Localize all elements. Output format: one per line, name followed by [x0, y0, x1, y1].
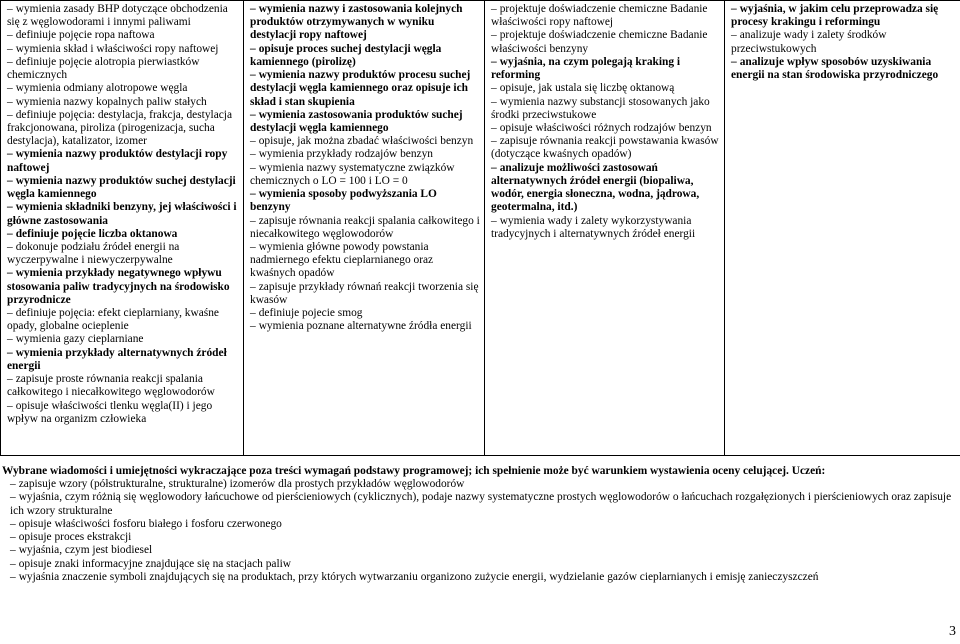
list-item-text: wymienia odmiany alotropowe węgla: [15, 82, 188, 95]
dash-bullet: –: [491, 214, 497, 227]
advanced-list-item: [2, 571, 957, 584]
dash-bullet: –: [7, 333, 13, 346]
dash-bullet: –: [10, 544, 16, 557]
dash-bullet: –: [250, 214, 256, 227]
dash-bullet: –: [7, 95, 13, 108]
list-item-text: analizuje możliwości zastosowań alternatywnych źródeł energii (biopaliwa, wodór, energia słoneczna, wodna, jądrowa, geotermalna, itd.): [491, 161, 700, 214]
dash-bullet: –: [491, 82, 497, 95]
dash-bullet: –: [10, 491, 16, 504]
dash-bullet: –: [250, 320, 256, 333]
dash-bullet: –: [10, 557, 16, 570]
list-item: [7, 241, 239, 267]
list-item-text: analizuje wady i zalety środków przeciwstukowych: [731, 29, 887, 55]
advanced-list-item: [2, 531, 957, 544]
dash-bullet: –: [491, 3, 497, 15]
list-item: [7, 373, 239, 399]
dash-bullet: –: [491, 55, 497, 68]
dash-bullet: –: [250, 135, 256, 148]
list-item-text: wymienia nazwy i zastosowania kolejnych produktów otrzymywanych w wyniku destylacji ropy naftowej: [250, 3, 463, 42]
advanced-list-item: [2, 544, 957, 557]
list-item: [250, 135, 480, 148]
column-dopuszczajaca: [1, 1, 244, 456]
list-item-text: wymienia nazwy kopalnych paliw stałych: [15, 95, 207, 108]
table-row: [1, 1, 960, 456]
list-item: [250, 148, 480, 161]
list-item: [7, 109, 239, 149]
dash-bullet: –: [731, 3, 737, 15]
list-item-text: wymienia poznane alternatywne źródła energii: [258, 320, 472, 333]
dash-bullet: –: [250, 161, 256, 174]
list-item-text: opisuje, jak można zbadać właściwości benzyn: [258, 135, 474, 148]
list-item-text: wymienia wady i zalety wykorzystywania tradycyjnych i alternatywnych źródeł energii: [491, 214, 696, 240]
list-item-text: wymienia przykłady alternatywnych źródeł energii: [7, 346, 227, 372]
list-item: [7, 82, 239, 95]
dash-bullet: –: [491, 29, 497, 42]
dash-bullet: –: [731, 55, 737, 68]
list-item: [491, 162, 720, 215]
column-bardzo-dobra: [725, 1, 960, 456]
list-item: [250, 162, 480, 188]
list-item-text: wyjaśnia, w jakim celu przeprowadza się procesy krakingu i reformingu: [731, 3, 939, 29]
list-item-text: wymienia zastosowania produktów suchej destylacji węgla kamiennego: [250, 108, 463, 134]
list-item: [7, 400, 239, 426]
list-item: [491, 215, 720, 241]
list-item-text: wymienia nazwy produktów procesu suchej destylacji węgla kamiennego oraz opisuje ich skład i stan skupienia: [250, 69, 471, 108]
dash-bullet: –: [250, 240, 256, 253]
list-item: [250, 69, 480, 109]
list-item-text: projektuje doświadczenie chemiczne Badanie właściwości benzyny: [491, 29, 708, 55]
dash-bullet: –: [7, 307, 13, 320]
dash-bullet: –: [250, 69, 256, 82]
dash-bullet: –: [491, 95, 497, 108]
list-item-text: definiuje pojęcia: efekt cieplarniany, kwaśne opady, globalne ocieplenie: [7, 307, 219, 333]
list-item: [7, 333, 239, 346]
dash-bullet: –: [731, 29, 737, 42]
list-item: [7, 175, 239, 201]
advanced-list-item-text: opisuje proces ekstrakcji: [18, 531, 132, 544]
list-item: [731, 56, 956, 82]
list-item: [731, 3, 956, 29]
list-item-text: opisuje, jak ustala się liczbę oktanową: [499, 82, 675, 95]
list-item-text: wyjaśnia, na czym polegają kraking i reforming: [491, 55, 681, 82]
dash-bullet: –: [7, 55, 13, 68]
list-item: [731, 29, 956, 55]
column-dostateczna: [244, 1, 485, 456]
advanced-list-item-text: wyjaśnia, czym różnią się węglowodory łańcuchowe od pierścieniowych (cyklicznych), podaje nazwy systematyczne prostych węglowodorów o łańcuchach rozgałęzionych i pierścieniowych oraz zapisuje ich wzory strukturalne: [10, 491, 952, 517]
list-item-text: projektuje doświadczenie chemiczne Badanie właściwości ropy naftowej: [491, 3, 708, 29]
list-item-text: wymienia główne powody powstania nadmiernego efektu cieplarnianego oraz kwaśnych opadów: [250, 240, 434, 280]
list-item: [491, 96, 720, 122]
list-item-text: zapisuje równania reakcji powstawania kwasów (dotyczące kwaśnych opadów): [491, 135, 719, 161]
advanced-list-item: [2, 491, 957, 517]
list-item-text: opisuje właściwości różnych rodzajów benzyn: [499, 121, 712, 134]
list-item-text: analizuje wpływ sposobów uzyskiwania energii na stan środowiska przyrodniczego: [731, 55, 939, 82]
list-item: [250, 281, 480, 307]
advanced-list-item: [2, 558, 957, 571]
dash-bullet: –: [10, 478, 16, 491]
dash-bullet: –: [491, 161, 497, 174]
advanced-list-item-text: wyjaśnia, czym jest biodiesel: [18, 544, 153, 557]
list-item: [7, 96, 239, 109]
dash-bullet: –: [7, 3, 13, 15]
dash-bullet: –: [7, 399, 13, 412]
dash-bullet: –: [250, 307, 256, 320]
advanced-list-item-text: opisuje właściwości fosforu białego i fosforu czerwonego: [18, 517, 282, 530]
dash-bullet: –: [250, 148, 256, 161]
advanced-list-item-text: zapisuje wzory (półstrukturalne, strukturalne) izomerów dla prostych przykładów węglowodorów: [18, 478, 465, 491]
list-item-text: wymienia gazy cieplarniane: [15, 333, 144, 346]
dash-bullet: –: [250, 3, 256, 15]
dash-bullet: –: [10, 531, 16, 544]
list-item-text: wymienia nazwy systematyczne związków chemicznych o LO = 100 i LO = 0: [250, 161, 455, 187]
list-item-text: zapisuje równania reakcji spalania całkowitego i niecałkowitego węglowodorów: [250, 214, 480, 240]
list-item-text: wymienia skład i właściwości ropy naftowej: [15, 42, 219, 55]
dash-bullet: –: [7, 108, 13, 121]
dash-bullet: –: [7, 240, 13, 253]
dash-bullet: –: [250, 188, 256, 201]
dash-bullet: –: [7, 201, 13, 214]
advanced-list: [2, 478, 957, 584]
advanced-list-item: [2, 518, 957, 531]
list-item: [7, 43, 239, 56]
dash-bullet: –: [7, 346, 13, 359]
list-item: [491, 56, 720, 82]
list-item: [250, 307, 480, 320]
column-dobra: [485, 1, 725, 456]
list-item-text: wymienia sposoby podwyższania LO benzyny: [250, 188, 437, 214]
list-item: [7, 307, 239, 333]
list-item-text: wymienia zasady BHP dotyczące obchodzenia się z węglowodorami i innymi paliwami: [7, 3, 228, 29]
list-item-text: definiuje pojęcia: destylacja, frakcja, destylacja frakcjonowana, piroliza (pirogenizacja, sucha destylacja), katalizator, izomer: [7, 108, 233, 148]
list-item: [7, 29, 239, 42]
list-item-text: definiuje pojęcie ropa naftowa: [15, 29, 155, 42]
dash-bullet: –: [7, 174, 13, 187]
advanced-requirements: [2, 465, 957, 584]
dash-bullet: –: [10, 570, 16, 583]
list-item: [491, 29, 720, 55]
list-item: [7, 347, 239, 373]
advanced-list-item: [2, 478, 957, 491]
dash-bullet: –: [250, 108, 256, 121]
list-item: [7, 228, 239, 241]
list-item-text: zapisuje przykłady równań reakcji tworzenia się kwasów: [250, 280, 479, 306]
list-item: [7, 267, 239, 307]
list-item-text: wymienia nazwy produktów destylacji ropy naftowej: [7, 148, 228, 174]
dash-bullet: –: [7, 29, 13, 42]
list-item-text: wymienia nazwy produktów suchej destylacji węgla kamiennego: [7, 174, 236, 201]
list-item: [250, 241, 480, 281]
advanced-list-item-text: opisuje znaki informacyjne znajdujące się na stacjach paliw: [18, 557, 292, 570]
list-item: [250, 109, 480, 135]
dash-bullet: –: [7, 82, 13, 95]
dash-bullet: –: [7, 42, 13, 55]
dash-bullet: –: [250, 42, 256, 55]
advanced-heading: Wybrane wiadomości i umiejętności wykraczające poza treści wymagań podstawy programowej; ich spełnienie może być warunkiem wystawienia oceny celującej. Uczeń:: [2, 465, 826, 477]
list-item: [491, 135, 720, 161]
dash-bullet: –: [7, 227, 13, 240]
list-item: [250, 320, 480, 333]
list-item: [7, 3, 239, 29]
list-item: [491, 3, 720, 29]
list-item-text: opisuje proces suchej destylacji węgla kamiennego (pirolizę): [250, 42, 442, 68]
list-item: [7, 148, 239, 174]
list-item-text: wymienia przykłady rodzajów benzyn: [258, 148, 433, 161]
advanced-list-item-text: wyjaśnia znaczenie symboli znajdujących się na produktach, przy których wytwarzaniu organizono zużycie energii, wydzielanie gazów cieplarnianych i emisję zanieczyszczeń: [18, 570, 819, 583]
list-item-text: dokonuje podziału źródeł energii na wyczerpywalne i niewyczerpywalne: [7, 240, 180, 267]
list-item: [7, 201, 239, 227]
page-number: 3: [949, 623, 956, 639]
list-item: [250, 43, 480, 69]
list-item: [491, 122, 720, 135]
list-item-text: wymienia nazwy substancji stosowanych jako środki przeciwstukowe: [491, 95, 710, 121]
list-item-text: definiuje pojęcie liczba oktanowa: [15, 227, 178, 240]
dash-bullet: –: [7, 148, 13, 161]
list-item-text: definiuje pojecie smog: [258, 307, 363, 320]
list-item: [7, 56, 239, 82]
dash-bullet: –: [491, 135, 497, 148]
list-item: [250, 215, 480, 241]
list-item-text: wymienia przykłady negatywnego wpływu stosowania paliw tradycyjnych na środowisko przyrodnicze: [7, 267, 230, 306]
list-item-text: definiuje pojęcie alotropia pierwiastków chemicznych: [7, 55, 200, 82]
dash-bullet: –: [10, 517, 16, 530]
list-item-text: wymienia składniki benzyny, jej właściwości i główne zastosowania: [7, 201, 237, 227]
list-item-text: zapisuje proste równania reakcji spalania całkowitego i niecałkowitego węglowodorów: [7, 373, 215, 399]
list-item: [250, 3, 480, 43]
list-item: [491, 82, 720, 95]
list-item-text: opisuje właściwości tlenku węgla(II) i jego wpływ na organizm człowieka: [7, 399, 213, 425]
dash-bullet: –: [7, 373, 13, 386]
list-item: [250, 188, 480, 214]
dash-bullet: –: [7, 267, 13, 280]
dash-bullet: –: [250, 280, 256, 293]
dash-bullet: –: [491, 121, 497, 134]
